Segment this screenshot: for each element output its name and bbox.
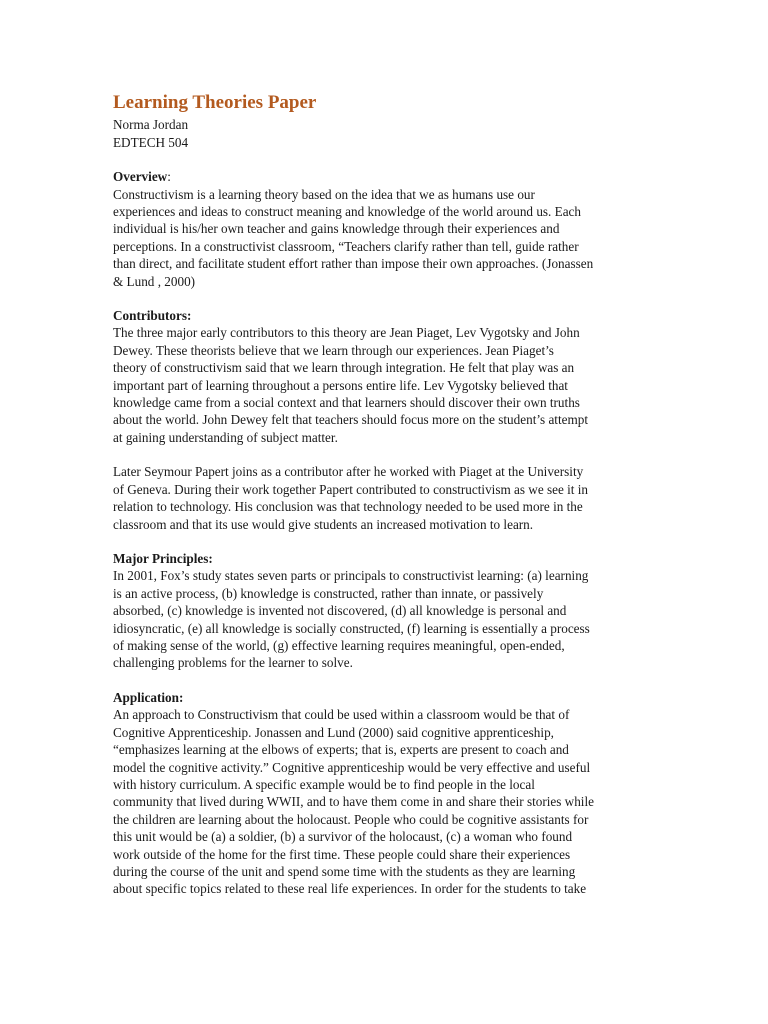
contributors-section (113, 307, 658, 533)
text-line: challenging problems for the learner to solve. (113, 655, 353, 671)
overview-heading (113, 168, 658, 186)
text-line: Cognitive Apprenticeship. Jonassen and Lund (2000) said cognitive apprenticeship, (113, 724, 554, 740)
text-line: theory of constructivism said that we learn through integration. He felt that play was an (113, 360, 575, 376)
application-heading: Application: (113, 689, 184, 705)
paragraph-gap (113, 446, 658, 463)
text-line: model the cognitive activity.” Cognitive apprenticeship would be very effective and useful (113, 759, 591, 775)
document-page (113, 92, 658, 898)
text-line: this unit would be (a) a soldier, (b) a survivor of the holocaust, (c) a woman who found (113, 829, 573, 845)
text-line: perceptions. In a constructivist classroom, “Teachers clarify rather than tell, guide rather (113, 238, 579, 254)
principles-section (113, 550, 658, 672)
application-paragraph (113, 706, 658, 897)
text-line: idiosyncratic, (e) all knowledge is socially constructed, (f) learning is essentially a process (113, 620, 590, 636)
contributors-paragraph-2 (113, 463, 658, 533)
document-title: Learning Theories Paper (113, 92, 317, 113)
overview-heading-colon: : (167, 169, 171, 184)
text-line: Constructivism is a learning theory based on the idea that we as humans use our (113, 186, 535, 202)
text-line: during the course of the unit and spend some time with the students as they are learning (113, 864, 576, 879)
text-line: is an active process, (b) knowledge is constructed, rather than innate, or passively (113, 585, 544, 601)
contributors-paragraph-1 (113, 324, 658, 446)
text-line: the children are learning about the holocaust. People who could be cognitive assistants for (113, 811, 589, 827)
text-line: absorbed, (c) knowledge is invented not discovered, (d) all knowledge is personal and (113, 603, 567, 619)
text-line: The three major early contributors to this theory are Jean Piaget, Lev Vygotsky and John (113, 325, 580, 341)
text-line: & Lund , 2000) (113, 273, 196, 289)
overview-heading-label: Overview (113, 169, 168, 184)
principles-heading: Major Principles: (113, 550, 213, 566)
contributors-heading: Contributors: (113, 307, 192, 323)
text-line: “emphasizes learning at the elbows of experts; that is, experts are present to coach and (113, 742, 569, 758)
text-line: with history curriculum. A specific example would be to find people in the local (113, 776, 535, 792)
text-line: work outside of the home for the first time. These people could share their experiences (113, 846, 571, 862)
text-line: of Geneva. During their work together Papert contributed to constructivism as we see it in (113, 481, 588, 497)
principles-paragraph (113, 567, 658, 671)
overview-section (113, 168, 658, 290)
author-name: Norma Jordan (113, 117, 189, 132)
application-section (113, 689, 658, 898)
text-line: knowledge came from a social context and that learners should discover their own truths (113, 395, 580, 411)
text-line: important part of learning throughout a persons entire life. Lev Vygotsky believed that (113, 377, 568, 393)
text-line: Dewey. These theorists believe that we learn through our experiences. Jean Piaget’s (113, 342, 554, 358)
text-line: of making sense of the world, (g) effective learning requires meaningful, open-ended, (113, 638, 565, 654)
text-line: experiences and ideas to construct meaning and knowledge of the world around us. Each (113, 203, 582, 219)
course-code: EDTECH 504 (113, 134, 189, 150)
text-line: community that lived during WWII, and to have them come in and share their stories while (113, 794, 594, 810)
text-line: An approach to Constructivism that could be used within a classroom would be that of (113, 707, 570, 723)
text-line: at gaining understanding of subject matter. (113, 429, 338, 445)
overview-paragraph (113, 186, 658, 290)
text-line: Later Seymour Papert joins as a contributor after he worked with Piaget at the University (113, 464, 584, 480)
text-line: than direct, and facilitate student effort rather than impose their own approaches. (Jonassen (113, 256, 594, 272)
text-line: classroom and that its use would give students an increased motivation to learn. (113, 516, 534, 532)
text-line: In 2001, Fox’s study states seven parts or principals to constructivist learning: (a) learning (113, 568, 589, 584)
text-line: individual is his/her own teacher and gains knowledge through their experiences and (113, 221, 560, 237)
text-line: relation to technology. His conclusion was that technology needed to be used more in the (113, 499, 583, 515)
text-line: about the world. John Dewey felt that teachers should focus more on the student’s attempt (113, 412, 589, 428)
text-line: about specific topics related to these real life experiences. In order for the students to take (113, 881, 587, 897)
